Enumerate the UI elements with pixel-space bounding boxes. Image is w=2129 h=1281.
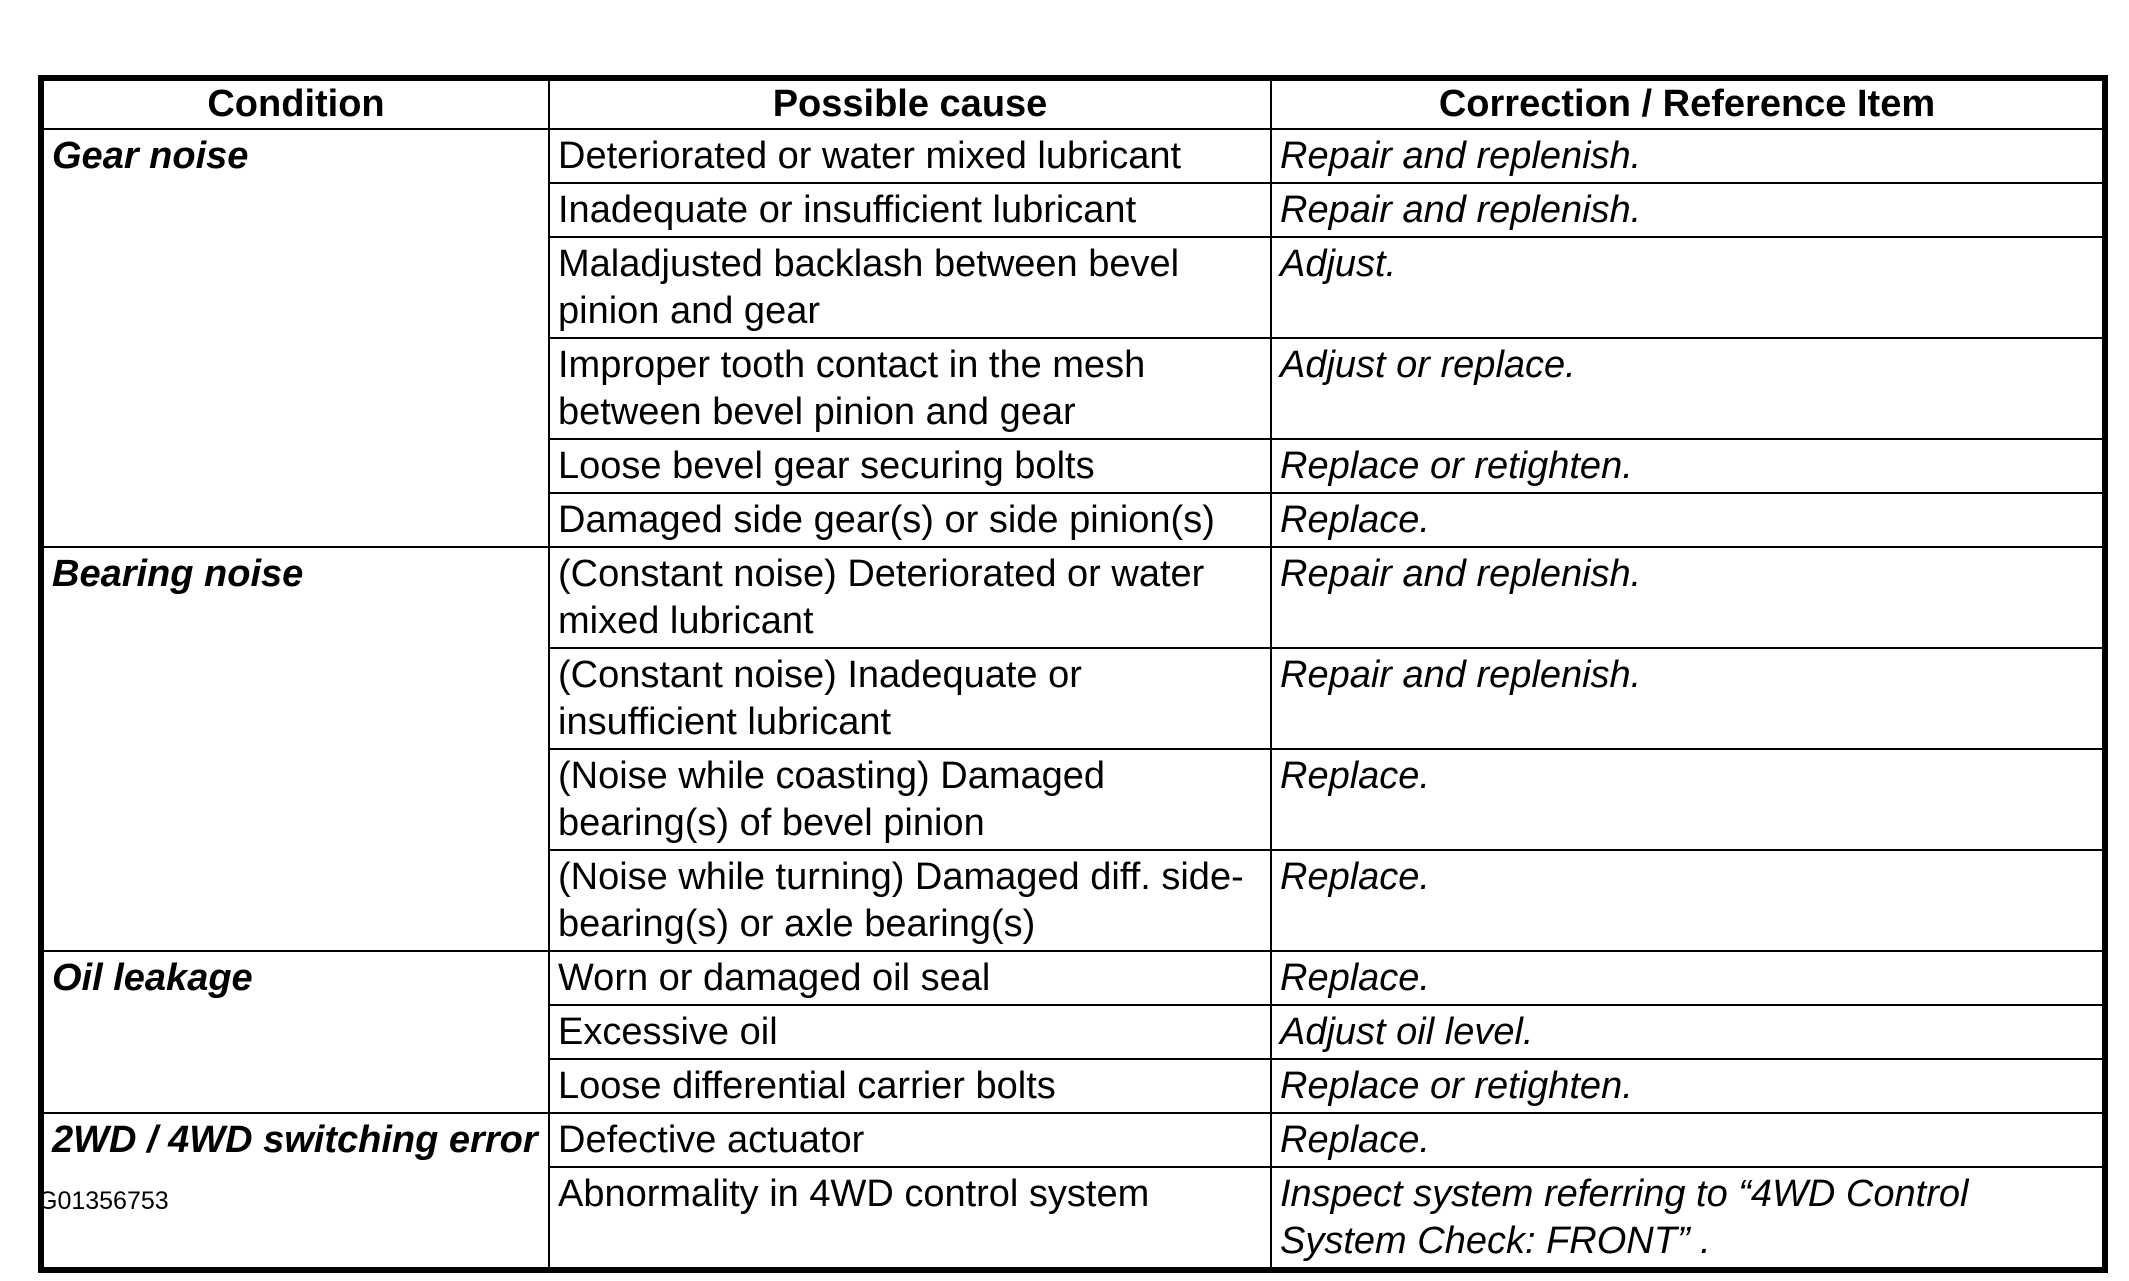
correction-cell: Replace.	[1271, 749, 2105, 850]
cause-cell: Defective actuator	[549, 1113, 1271, 1167]
table-header-row	[41, 78, 2105, 129]
header-condition: Condition	[41, 78, 549, 129]
correction-cell: Inspect system referring to “4WD Control System Check: FRONT” .	[1271, 1167, 2105, 1270]
table-row	[41, 129, 2105, 183]
cause-cell: Excessive oil	[549, 1005, 1271, 1059]
correction-cell: Adjust oil level.	[1271, 1005, 2105, 1059]
cause-cell: Inadequate or insufficient lubricant	[549, 183, 1271, 237]
header-possible-cause: Possible cause	[549, 78, 1271, 129]
correction-cell: Repair and replenish.	[1271, 129, 2105, 183]
cause-cell: Loose differential carrier bolts	[549, 1059, 1271, 1113]
correction-cell: Replace.	[1271, 951, 2105, 1005]
table-row	[41, 547, 2105, 648]
header-correction: Correction / Reference Item	[1271, 78, 2105, 129]
correction-cell: Repair and replenish.	[1271, 183, 2105, 237]
cause-cell: Damaged side gear(s) or side pinion(s)	[549, 493, 1271, 547]
cause-cell: (Noise while coasting) Damaged bearing(s) of bevel pinion	[549, 749, 1271, 850]
correction-cell: Adjust.	[1271, 237, 2105, 338]
correction-cell: Adjust or replace.	[1271, 338, 2105, 439]
correction-cell: Replace or retighten.	[1271, 439, 2105, 493]
table-row	[41, 1113, 2105, 1167]
cause-cell: (Constant noise) Deteriorated or water mixed lubricant	[549, 547, 1271, 648]
cause-cell: (Noise while turning) Damaged diff. side-bearing(s) or axle bearing(s)	[549, 850, 1271, 951]
cause-cell: Loose bevel gear securing bolts	[549, 439, 1271, 493]
condition-2wd-4wd-switching-error: 2WD / 4WD switching error	[41, 1113, 549, 1270]
cause-cell: Improper tooth contact in the mesh between bevel pinion and gear	[549, 338, 1271, 439]
cause-cell: Maladjusted backlash between bevel pinion and gear	[549, 237, 1271, 338]
cause-cell: Deteriorated or water mixed lubricant	[549, 129, 1271, 183]
cause-cell: (Constant noise) Inadequate or insufficient lubricant	[549, 648, 1271, 749]
condition-oil-leakage: Oil leakage	[41, 951, 549, 1113]
condition-gear-noise: Gear noise	[41, 129, 549, 547]
cause-cell: Abnormality in 4WD control system	[549, 1167, 1271, 1270]
correction-cell: Repair and replenish.	[1271, 547, 2105, 648]
condition-bearing-noise: Bearing noise	[41, 547, 549, 951]
correction-cell: Replace.	[1271, 1113, 2105, 1167]
correction-cell: Repair and replenish.	[1271, 648, 2105, 749]
correction-cell: Replace.	[1271, 850, 2105, 951]
table-row	[41, 951, 2105, 1005]
troubleshooting-table-container	[38, 75, 2102, 1273]
correction-cell: Replace or retighten.	[1271, 1059, 2105, 1113]
figure-id-label: G01356753	[38, 1187, 169, 1215]
differential-troubleshooting-table	[38, 75, 2108, 1273]
cause-cell: Worn or damaged oil seal	[549, 951, 1271, 1005]
correction-cell: Replace.	[1271, 493, 2105, 547]
